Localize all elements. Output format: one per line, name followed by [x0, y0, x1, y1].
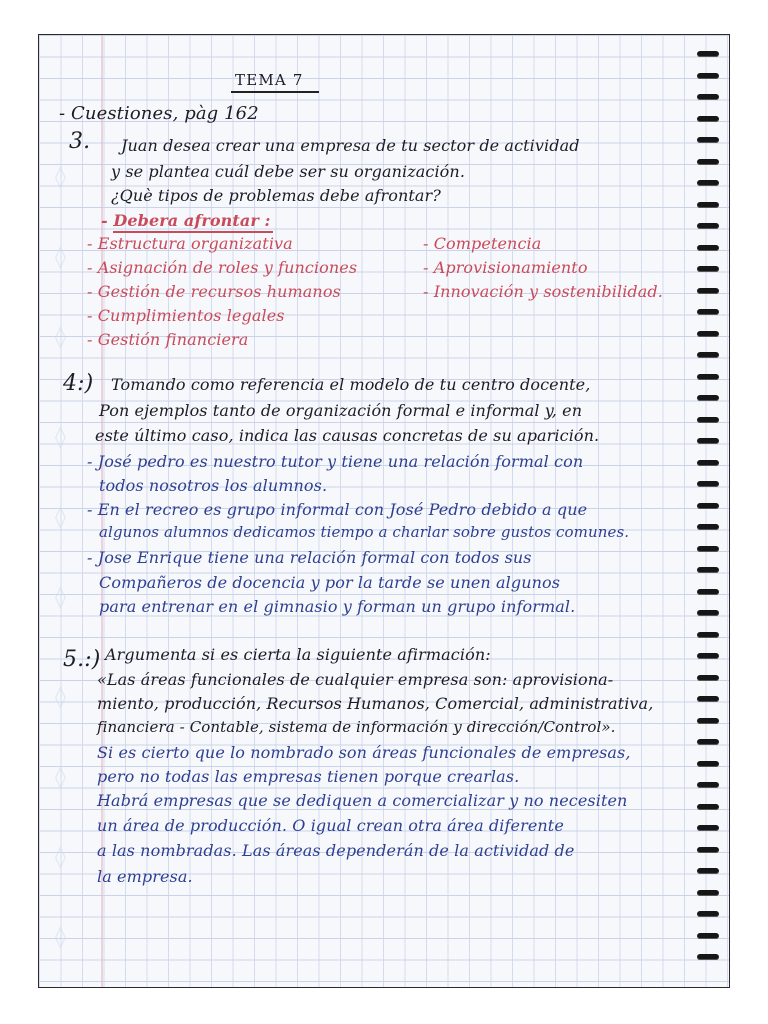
q3-item: - Aprovisionamiento: [423, 258, 588, 277]
q3-item: - Competencia: [423, 234, 542, 253]
q4-line-3: este último caso, indica las causas concretas de su aparición.: [95, 426, 600, 445]
q4-answer-line: - En el recreo es grupo informal con José Pedro debido a que: [87, 500, 588, 519]
section-header: - Cuestiones, pàg 162: [59, 103, 259, 124]
q5-answer-line: pero no todas las empresas tienen porque crearlas.: [97, 767, 520, 786]
question-number-3: 3.: [69, 129, 91, 154]
watermark-icon: ◊: [55, 765, 66, 790]
q5-answer-line: Habrá empresas que se dediquen a comercializar y no necesiten: [97, 791, 628, 810]
q4-answer-line: - Jose Enrique tiene una relación formal con todos sus: [87, 548, 532, 567]
q3-item: - Estructura organizativa: [87, 234, 293, 253]
watermark-icon: ◊: [55, 585, 66, 610]
q5-line-4: financiera - Contable, sistema de información y dirección/Control».: [97, 718, 616, 736]
q4-answer-line: algunos alumnos dedicamos tiempo a charlar sobre gustos comunes.: [99, 523, 630, 541]
watermark-icon: ◊: [55, 845, 66, 870]
question-number-5: 5.:): [63, 647, 101, 672]
q3-line-3: ¿Què tipos de problemas debe afrontar?: [111, 186, 441, 205]
q4-answer-line: - José pedro es nuestro tutor y tiene una relación formal con: [87, 452, 584, 471]
q3-item: - Gestión de recursos humanos: [87, 282, 341, 301]
page-title: TEMA 7: [235, 71, 304, 89]
question-number-4: 4:): [63, 371, 94, 396]
q5-answer-line: a las nombradas. Las áreas dependerán de la actividad de: [97, 841, 575, 860]
q5-line-3: miento, producción, Recursos Humanos, Comercial, administrativa,: [97, 694, 654, 713]
watermark-icon: ◊: [55, 925, 66, 950]
watermark-icon: ◊: [55, 505, 66, 530]
notebook-page: [38, 34, 730, 988]
q3-line-2: y se plantea cuál debe ser su organización.: [111, 162, 466, 181]
q4-answer-line: para entrenar en el gimnasio y forman un grupo informal.: [99, 597, 576, 616]
watermark-icon: ◊: [55, 425, 66, 450]
q4-line-2: Pon ejemplos tanto de organización formal e informal y, en: [99, 401, 583, 420]
watermark-icon: ◊: [55, 165, 66, 190]
q4-line-1: Tomando como referencia el modelo de tu centro docente,: [111, 375, 591, 394]
q4-answer-line: Compañeros de docencia y por la tarde se unen algunos: [99, 573, 561, 592]
q5-answer-line: un área de producción. O igual crean otra área diferente: [97, 816, 564, 835]
q3-line-1: Juan desea crear una empresa de tu sector de actividad: [121, 136, 580, 155]
q3-subheading: - Debera afrontar :: [101, 211, 271, 230]
watermark-icon: ◊: [55, 685, 66, 710]
subheading-underline: [113, 231, 273, 233]
q3-item: - Cumplimientos legales: [87, 306, 285, 325]
q5-line-1: Argumenta si es cierta la siguiente afirmación:: [105, 645, 491, 664]
q3-item: - Asignación de roles y funciones: [87, 258, 358, 277]
q4-answer-line: todos nosotros los alumnos.: [99, 476, 328, 495]
q5-answer-line: Si es cierto que lo nombrado son áreas funcionales de empresas,: [97, 743, 631, 762]
q3-item: - Gestión financiera: [87, 330, 249, 349]
title-underline: [231, 91, 319, 93]
watermark-icon: ◊: [55, 325, 66, 350]
q3-item: - Innovación y sostenibilidad.: [423, 282, 663, 301]
handwritten-content: [39, 35, 730, 988]
q5-line-2: «Las áreas funcionales de cualquier empresa son: aprovisiona-: [97, 670, 614, 689]
watermark-icon: ◊: [55, 245, 66, 270]
q5-answer-line: la empresa.: [97, 867, 193, 886]
